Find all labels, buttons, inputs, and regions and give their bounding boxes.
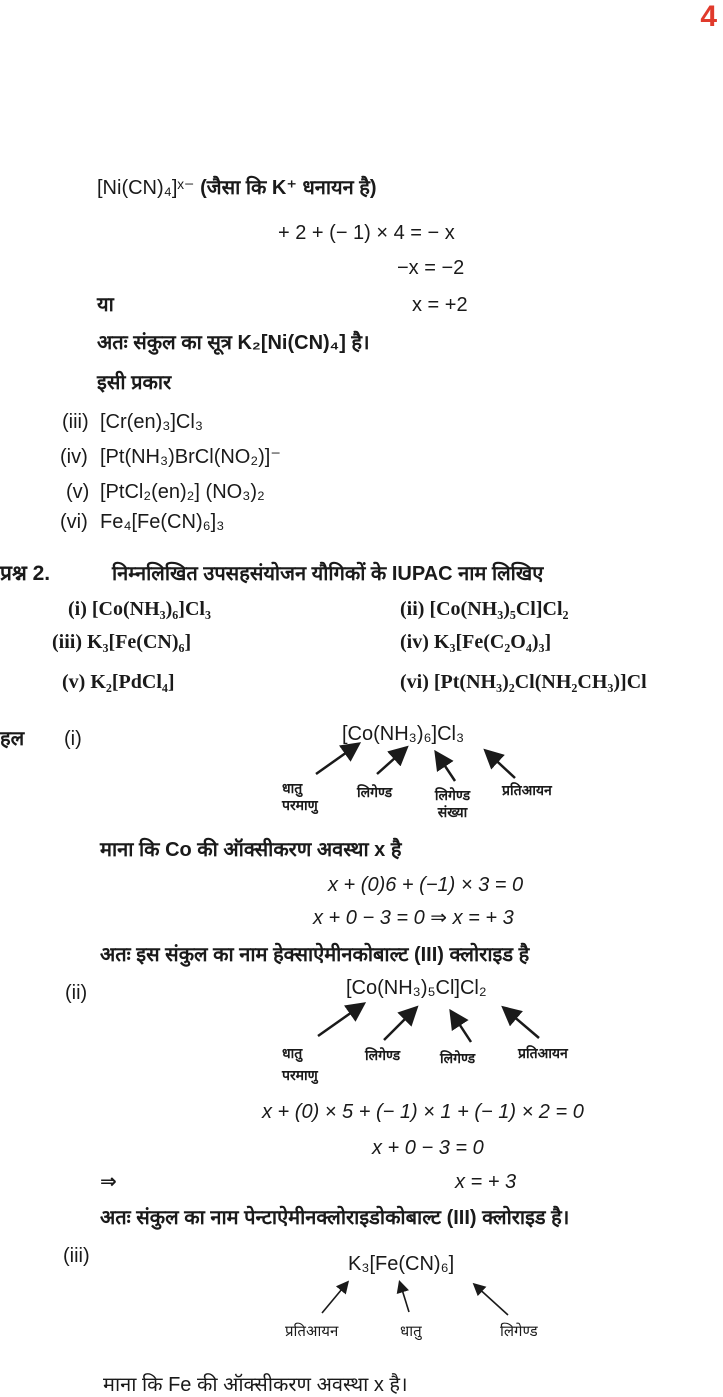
formula: [Co(NH₃)₅Cl]Cl₂ [346, 977, 487, 999]
assumption: माना कि Fe की ऑक्सीकरण अवस्था x है। [103, 1374, 408, 1396]
text: (जैसा कि K⁺ धनायन है) [200, 177, 377, 199]
conclusion: अतः इस संकुल का नाम हेक्साऐमीनकोबाल्ट (III) क्लोराइड है [100, 944, 530, 966]
item-label: (iii) [62, 411, 89, 433]
arrow-group-part3 [322, 1283, 508, 1315]
item-formula: [Pt(NH₃)₂Cl(NH₂CH₃)]Cl [433, 671, 647, 693]
equation: x + (0) × 5 + (− 1) × 1 + (− 1) × 2 = 0 [262, 1101, 584, 1123]
diagram-label: लिगेण्ड [440, 1050, 476, 1066]
arrow-group-part1 [316, 745, 515, 781]
equation: + 2 + (− 1) × 4 = − x [278, 222, 455, 244]
diagram-label: प्रतिआयन [518, 1045, 568, 1061]
item-formula: Fe₄[Fe(CN)₆]₃ [100, 511, 225, 533]
diagram-label: धातु परमाणु [282, 1045, 318, 1083]
similarly-text: इसी प्रकार [97, 372, 172, 394]
diagram-label: प्रतिआयन [285, 1323, 339, 1340]
diagram-label: धातु परमाणु [282, 780, 318, 813]
arrow-group-part2 [318, 1005, 539, 1042]
item-formula: K₃[Fe(CN)₆] [87, 631, 192, 653]
item-label: (vi) [400, 671, 429, 693]
item-formula: [Cr(en)₃]Cl₃ [100, 411, 203, 433]
or-label: या [97, 294, 114, 316]
item-label: (ii) [400, 598, 425, 620]
item-label: (v) [66, 481, 90, 503]
item-label: (iii) [52, 631, 82, 653]
item-label: (v) [62, 671, 86, 693]
conclusion: अतः संकुल का सूत्र K₂[Ni(CN)₄] है। [97, 332, 370, 354]
formula: [Ni(CN)₄]ˣ⁻ [97, 177, 195, 199]
diagram-label: प्रतिआयन [502, 782, 552, 798]
equation: −x = −2 [397, 257, 465, 279]
item-label: (i) [68, 598, 87, 620]
diagram-label: धातु [400, 1323, 422, 1340]
assumption: माना कि Co की ऑक्सीकरण अवस्था x है [100, 839, 402, 861]
part-label: (i) [64, 728, 82, 750]
part-label: (iii) [63, 1245, 90, 1267]
question-number: प्रश्न 2. [0, 562, 51, 585]
formula: [Co(NH₃)₆]Cl₃ [342, 723, 465, 745]
equation: x + 0 − 3 = 0 ⇒ x = + 3 [313, 907, 514, 929]
diagram-label: लिगेण्ड [357, 784, 393, 800]
equation: x + (0)6 + (−1) × 3 = 0 [328, 874, 524, 896]
item-formula: [PtCl₂(en)₂] (NO₃)₂ [100, 481, 265, 503]
page-number: 4 [700, 0, 717, 33]
question-text: निम्नलिखित उपसहसंयोजन यौगिकों के IUPAC नाम लिखिए [112, 563, 544, 585]
item-formula: [Co(NH₃)₆]Cl₃ [91, 598, 211, 620]
item-formula: [Co(NH₃)₅Cl]Cl₂ [429, 598, 569, 620]
conclusion: अतः संकुल का नाम पेन्टाऐमीनक्लोराइडोकोबाल्ट (III) क्लोराइड है। [100, 1207, 570, 1229]
part-label: (ii) [65, 982, 88, 1004]
equation: x + 0 − 3 = 0 [372, 1137, 484, 1159]
equation: x = + 3 [455, 1171, 517, 1193]
formula: K₃[Fe(CN)₆] [348, 1253, 455, 1275]
item-formula: K₃[Fe(C₂O₄)₃] [433, 631, 552, 653]
diagram-label: लिगेण्ड [365, 1047, 401, 1063]
item-label: (iv) [60, 446, 88, 468]
item-formula: [Pt(NH₃)BrCl(NO₂)]⁻ [100, 446, 281, 468]
item-label: (iv) [400, 631, 429, 653]
diagram-label: लिगेण्ड [500, 1323, 538, 1340]
item-label: (vi) [60, 511, 88, 533]
diagram-label: लिगेण्ड संख्या [434, 787, 471, 820]
equation: x = +2 [412, 294, 468, 316]
item-formula: K₂[PdCl₄] [90, 671, 175, 693]
implies-symbol: ⇒ [100, 1171, 117, 1193]
solution-heading: हल [0, 728, 25, 750]
